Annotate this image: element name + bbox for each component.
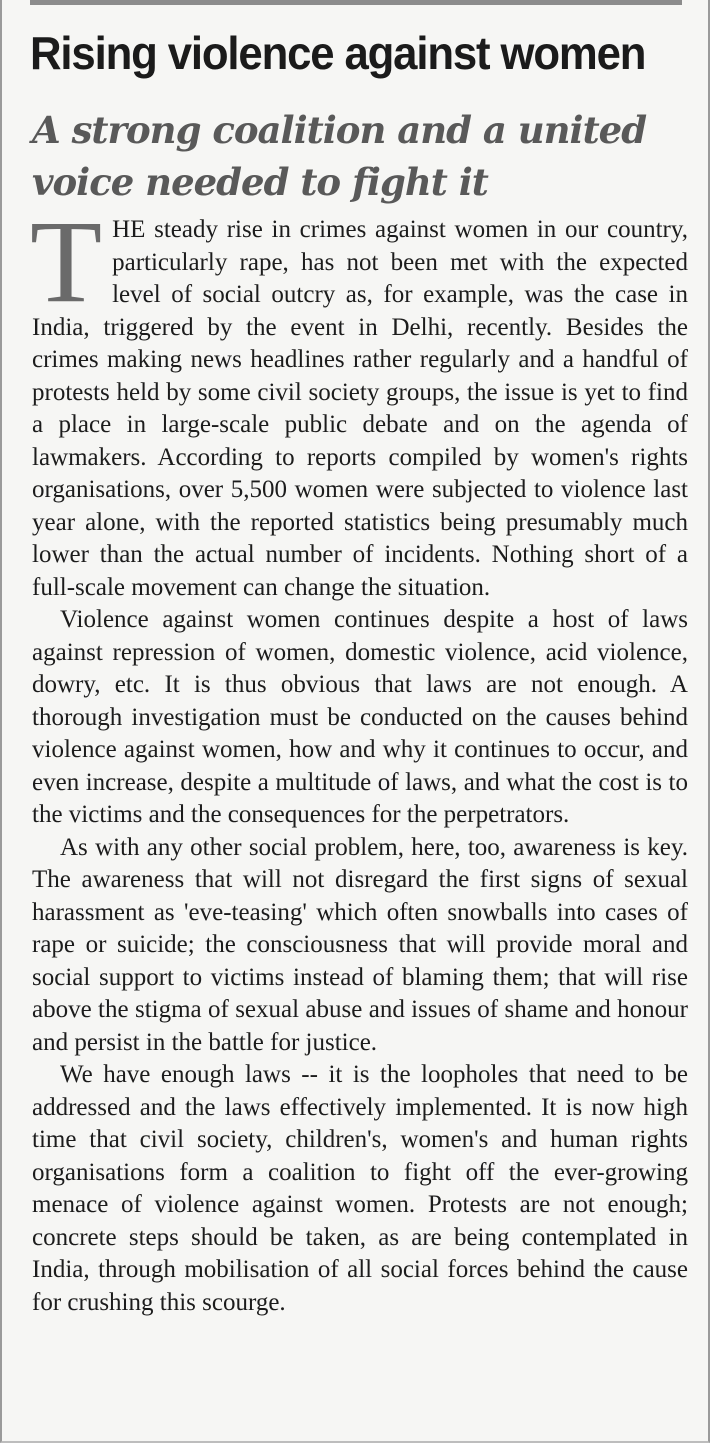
paragraph-4: We have enough laws -- it is the loopholes that need to be addressed and the laws effectively implemented. It is now high time that civil society, children's, women's and human rights organisations form a coalition to fight off the ever-growing menace of violence against women. Protests are not enough; concrete steps should be taken, as are being contemplated in India, through mobilisation of all social forces behind the cause for crushing this scourge.	[32, 1061, 688, 1316]
drop-cap: T	[30, 196, 103, 327]
top-rule	[30, 0, 682, 5]
article-body	[30, 196, 688, 1319]
paragraph-1-text: HE steady rise in crimes against women in our country, particularly rape, has not been met with the expected level of social outcry as, for example, was the case in India, triggered by the event in Delhi, recently. Besides the crimes making news headlines rather regularly and a handful of protests held by some civil society groups, the issue is yet to find a place in large-scale public debate and on the agenda of lawmakers. According to reports compiled by women's rights organisations, over 5,500 women were subjected to violence last year alone, with the reported statistics being presumably much lower than the actual number of incidents. Nothing short of a full-scale movement can change the situation.	[32, 216, 688, 601]
paragraph-2: Violence against women continues despite a host of laws against repression of women, domestic violence, acid violence, dowry, etc. It is thus obvious that laws are not enough. A thorough investigation must be conducted on the causes behind violence against women, how and why it continues to occur, and even increase, despite a multitude of laws, and what the cost is to the victims and the consequences for the perpetrators.	[32, 606, 688, 828]
subheadline: A strong coalition and a united voice needed to fight it	[32, 108, 647, 204]
headline: Rising violence against women	[30, 27, 646, 79]
paragraph-3: As with any other social problem, here, too, awareness is key. The awareness that will not disregard the first signs of sexual harassment as 'eve-teasing' which often snowballs into cases of rape or suicide; the consciousness that will provide moral and social support to victims instead of blaming them; that will rise above the stigma of sexual abuse and issues of shame and honour and persist in the battle for justice.	[32, 833, 688, 1056]
paragraph-1	[30, 196, 688, 604]
